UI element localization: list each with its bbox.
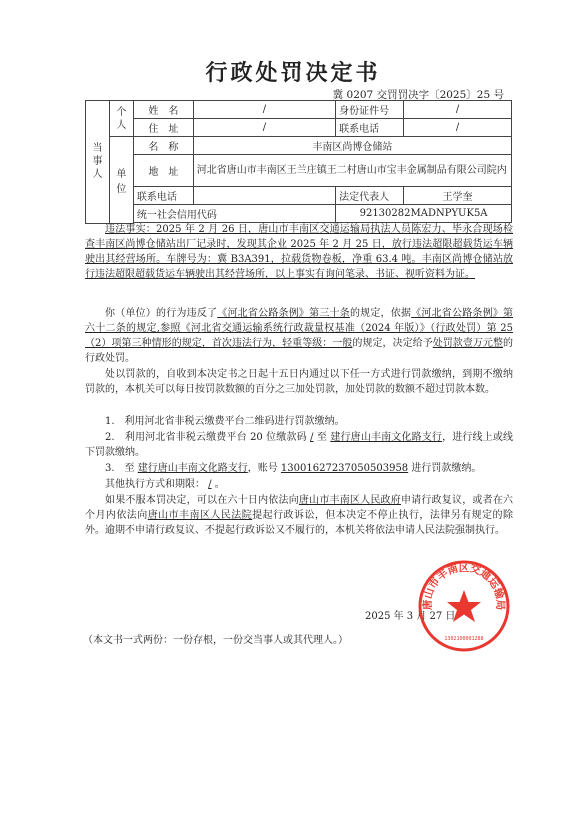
violation-text-3: 的规定，决定给予 [352,338,433,349]
pay3-text-a: 3. 至 [105,463,135,474]
legal-rep-value: 王学奎 [404,187,512,205]
phone-label: 联系电话 [336,119,404,137]
official-seal-icon [418,560,510,652]
credit-code-label: 统一社会信用代码 [133,205,335,223]
unit-phone-value [193,187,335,205]
appeal-text-b: 申请行政复议，或者在六个月内依法向 [85,495,514,521]
payment-method-1: 1. 利用河北省非税云缴费平台二维码进行罚款缴纳。 [105,416,345,427]
pay2-text-c: ，进行线上或线下罚款缴纳。 [85,432,514,458]
unit-name-value: 丰南区尚博仓储站 [193,137,511,155]
unit-address-label: 地 址 [133,155,193,187]
pay3-bank: 建行唐山丰南文化路支行 [137,463,248,474]
name-label: 姓 名 [133,101,193,119]
phone-value: / [404,119,512,137]
other-method [85,477,513,492]
pay2-text-b: 至 [316,432,327,443]
pay2-bank: 建行唐山丰南文化路支行 [330,432,443,443]
appeal-text-a: 如果不服本罚决定，可以在六十日内依法向 [105,495,299,506]
violated-law: 《河北省公路条例》第三十条 [217,308,350,319]
name-value: / [193,101,335,119]
credit-code-value: 92130282MADNPYUK5A [336,205,512,223]
other-method-label: 其他执行方式和期限： [105,479,205,490]
payment-intro: 处以罚款的，自收到本决定书之日起十五日内通过以下任一方式进行罚款缴纳，到期不缴纳罚款的，本机关可以每日按罚款数额的百分之三加处罚款，加处罚款的数额不超过罚款本数。 [85,369,513,395]
unit-label: 单位 [109,137,133,224]
unit-address-value: 河北省唐山市丰南区王兰庄镇王二村唐山市宝丰金属制品有限公司院内 [193,155,511,187]
individual-label: 个人 [109,101,133,137]
unit-name-label: 名 称 [133,137,193,155]
document-title: 行政处罚决定书 [205,60,381,86]
legal-rep-label: 法定代表人 [336,187,404,205]
review-authority: 唐山市丰南区人民政府 [298,495,401,506]
pay3-text-b: ，账号 [247,463,278,474]
address-value: / [193,119,335,137]
violation-text-1: 你（单位）的行为违反了 [105,308,218,319]
other-method-end: 。 [214,479,225,490]
pay2-text-a: 2. 利用河北省非税云缴费平台 20 位缴款码 [105,432,307,443]
appeal-paragraph [85,493,513,538]
basis-law: 《河北省公路条例》第六十二条的规定,参照《河北省交通运输系统行政裁量权基准（2024 年版）》（行政处罚）第 25（2）项第三种情形的规定，首次违法行为，轻重等级：一般 [85,308,514,349]
document-number: 冀 0207 交罚罚决字〔2025〕25 号 [332,89,504,101]
bank-account: 13001627237050503958 [280,463,409,474]
court-name: 唐山市丰南区人民法院 [147,510,253,521]
pay3-text-c: 进行罚款缴纳。 [411,463,482,474]
penalty-amount: 处罚款壹万元整 [432,338,504,349]
payment-method-2 [85,430,513,460]
footer-note: （本文书一式两份：一份存根，一份交当事人或其代理人。） [83,635,348,646]
payment-method-3 [85,461,513,476]
id-label: 身份证件号 [336,101,404,119]
party-info-table [85,100,512,224]
document-date: 2025 年 3 月 27 日 [365,611,456,622]
payment-code: / [310,432,314,443]
seal-serial: 1302100001288 [444,636,484,642]
seal-org-text: 唐山市丰南区交通运输局 [421,561,507,611]
id-value: / [404,101,512,119]
seal-star [447,590,481,622]
violation-text-2: 的规定，依据 [349,308,412,319]
address-label: 住 址 [133,119,193,137]
other-method-value: / [208,479,212,490]
appeal-text-c: 提起行政诉讼，但本决定不停止执行，法律另有规定的除外。逾期不申请行政复议、不提起行政诉讼又不履行的，本机关将依法申请人民法院强制执行。 [85,510,514,536]
violation-text-4: 的行政处罚。 [85,338,514,364]
facts-text: 违法事实：2025 年 2 月 26 日，唐山市丰南区交通运输局执法人员陈宏力、毕永合现场检查丰南区尚博仓储站出厂记录时，发现其企业 2025 年 2 月 25 日，放行违法超限超载货运车辆驶出其经营场所。车牌号为：冀 B3A391，拉载货物卷板，净重 63.4 吨。丰南区尚博仓储站放行违法超限超载货运车辆驶出其经营场所，以上事实有询问笔录、书证、视听资料为证。 [85,224,513,280]
violation-paragraph [85,306,513,366]
unit-phone-label: 联系电话 [133,187,193,205]
party-label: 当事人 [86,101,110,224]
facts-paragraph [85,222,513,282]
